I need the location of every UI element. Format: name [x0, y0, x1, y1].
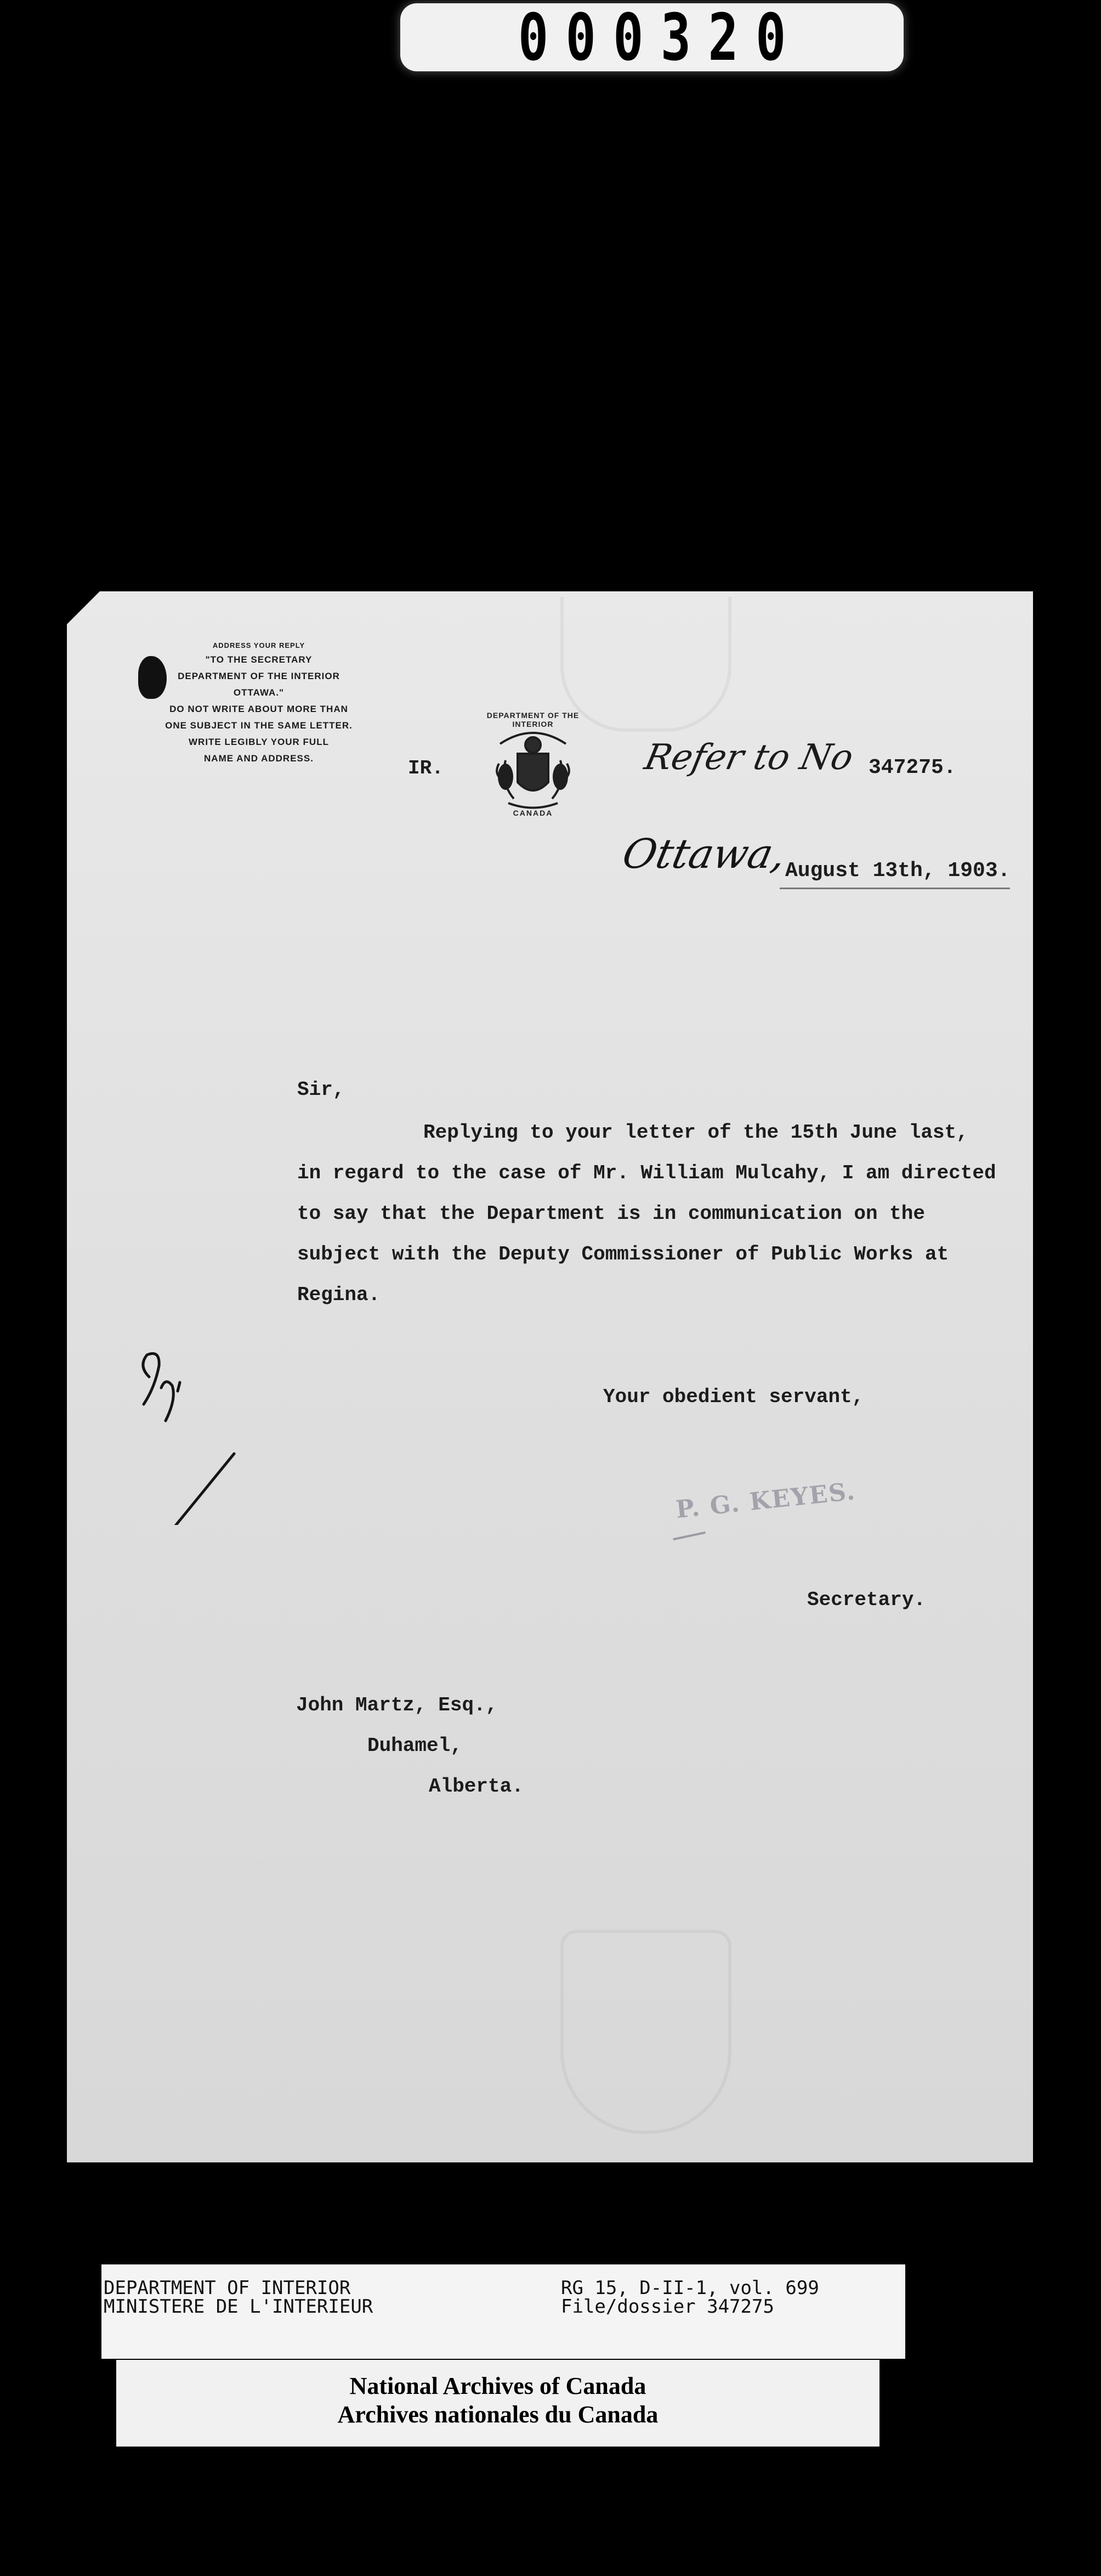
letter-sheet [67, 591, 1033, 2162]
address-instruction-line: ADDRESS YOUR REPLY [212, 641, 305, 649]
archive-name-en: National Archives of Canada [349, 2372, 646, 2399]
signature-title: Secretary. [807, 1589, 926, 1611]
address-instructions [138, 640, 379, 767]
department-names [104, 2279, 373, 2316]
recipient-line: Duhamel, [367, 1735, 462, 1757]
record-reference [561, 2279, 819, 2316]
address-instruction-line: OTTAWA." [233, 687, 285, 698]
folded-corner [67, 591, 100, 624]
record-group: RG 15, D-II-1, vol. 699 [561, 2277, 819, 2299]
office-code: IR. [408, 757, 444, 779]
body-line: to say that the Department is in communication on the [297, 1202, 925, 1225]
date-underline [780, 888, 1010, 889]
archive-name-label [116, 2360, 879, 2447]
address-instruction-line: WRITE LEGIBLY YOUR FULL [189, 737, 329, 747]
handwritten-margin-mark [127, 1344, 253, 1525]
crest-top-text: DEPARTMENT OF THE INTERIOR [486, 711, 580, 728]
body-line: Replying to your letter of the 15th June last, [423, 1121, 968, 1144]
recipient-line: Alberta. [429, 1775, 524, 1798]
address-instruction-line: DO NOT WRITE ABOUT MORE THAN [169, 704, 348, 714]
address-instruction-line: DEPARTMENT OF THE INTERIOR [178, 671, 340, 681]
stamp-flourish [673, 1532, 706, 1540]
frame-number: 000320 [518, 0, 803, 75]
closing: Your obedient servant, [603, 1386, 864, 1408]
recipient-line: John Martz, Esq., [296, 1694, 498, 1716]
department-en: DEPARTMENT OF INTERIOR [104, 2277, 351, 2299]
file-number: 347275. [869, 756, 956, 779]
body-line: Regina. [297, 1284, 381, 1306]
body-line: subject with the Deputy Commissioner of Public Works at [297, 1243, 949, 1266]
watermark-crest-bottom [560, 1930, 731, 2134]
watermark-crest-top [560, 597, 731, 732]
address-instruction-line: NAME AND ADDRESS. [204, 753, 314, 764]
archive-reference-label [101, 2264, 905, 2359]
file-dossier: File/dossier 347275 [561, 2296, 774, 2318]
letter-date: August 13th, 1903. [785, 859, 1011, 883]
coat-of-arms-icon [484, 711, 582, 821]
body-line: in regard to the case of Mr. William Mulcahy, I am directed [297, 1162, 996, 1184]
department-fr: MINISTERE DE L'INTERIEUR [104, 2296, 373, 2318]
address-instruction-line: "TO THE SECRETARY [205, 654, 313, 665]
place-label: Ottawa, [618, 831, 791, 878]
signature-stamp: P. G. KEYES. [674, 1477, 858, 1524]
frame-number-label [400, 0, 904, 75]
refer-label: Refer to No [641, 737, 857, 778]
salutation: Sir, [297, 1078, 345, 1101]
archive-name-fr: Archives nationales du Canada [337, 2401, 659, 2428]
address-instruction-line: ONE SUBJECT IN THE SAME LETTER. [165, 720, 353, 731]
department-crest [484, 711, 582, 821]
crest-bottom-text: CANADA [513, 809, 553, 817]
